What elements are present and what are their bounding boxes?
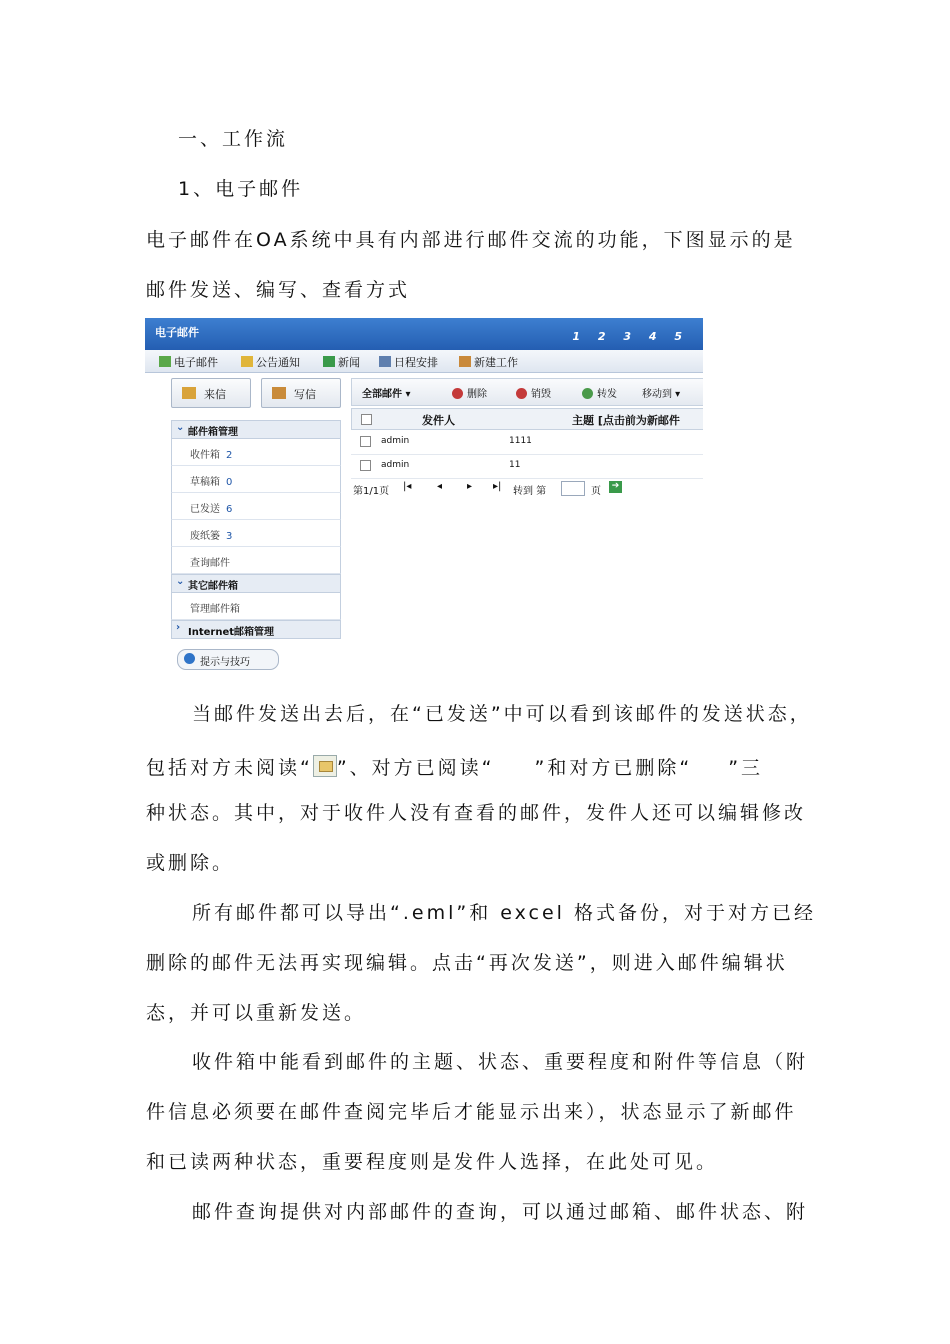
- col-sender[interactable]: 发件人: [422, 414, 455, 427]
- mail-list: [351, 378, 703, 498]
- intro-line-2: 邮件发送、编写、查看方式: [146, 279, 411, 301]
- para1-line-1: 当邮件发送出去后，在“已发送”中可以看到该邮件的发送状态，: [192, 703, 812, 725]
- prev-page-icon[interactable]: ◂: [437, 481, 443, 492]
- first-page-icon[interactable]: |◂: [403, 481, 412, 492]
- para2-line-1: 所有邮件都可以导出“.eml”和 excel 格式备份，对于对方已经: [192, 902, 816, 924]
- col-subject[interactable]: 主题 [点击前为新邮件: [572, 414, 680, 427]
- para1-line-2: 包括对方未阅读“ ”、对方已阅读“ ”和对方已删除“ ”三: [146, 757, 764, 779]
- goto-label: 转到 第: [513, 486, 547, 497]
- folder-inbox[interactable]: 收件箱 2: [171, 439, 341, 466]
- destroy-button[interactable]: 销毁: [516, 385, 551, 400]
- folder-drafts[interactable]: 草稿箱 0: [171, 466, 341, 493]
- para1-line-4: 或删除。: [146, 852, 235, 874]
- next-page-icon[interactable]: ▸: [467, 481, 473, 492]
- inbox-icon: [182, 387, 196, 399]
- page-input[interactable]: [561, 481, 585, 496]
- table-row[interactable]: admin 11: [351, 454, 703, 479]
- delete-icon: [452, 388, 463, 399]
- notice-icon: [241, 356, 253, 367]
- table-header: [351, 408, 703, 430]
- folder-sent[interactable]: 已发送 6: [171, 493, 341, 520]
- para2-line-2: 删除的邮件无法再实现编辑。点击“再次发送”，则进入邮件编辑状: [146, 952, 788, 974]
- mail-toolbar: [351, 378, 703, 406]
- forward-icon: [582, 388, 593, 399]
- unread-mail-icon: [313, 755, 337, 777]
- destroy-icon: [516, 388, 527, 399]
- email-screenshot: [145, 318, 703, 684]
- delete-button[interactable]: 删除: [452, 385, 487, 400]
- folder-search[interactable]: 查询邮件: [171, 547, 341, 574]
- intro-line-1: 电子邮件在OA系统中具有内部进行邮件交流的功能，下图显示的是: [146, 229, 796, 251]
- page-unit: 页: [591, 486, 601, 497]
- write-button[interactable]: 写信: [261, 378, 341, 408]
- nav-new-work[interactable]: 新建工作: [459, 354, 518, 370]
- select-all-checkbox[interactable]: [361, 414, 372, 425]
- chevron-down-icon: ⌄: [176, 422, 185, 433]
- tips-button[interactable]: 提示与技巧: [177, 649, 279, 670]
- chevron-right-icon: ›: [176, 622, 181, 633]
- chevron-down-icon: ⌄: [176, 576, 185, 587]
- nav-email[interactable]: 电子邮件: [159, 354, 218, 370]
- para2-line-3: 态，并可以重新发送。: [146, 1002, 367, 1024]
- receive-button[interactable]: 来信: [171, 378, 251, 408]
- folder-trash[interactable]: 废纸篓 3: [171, 520, 341, 547]
- move-to-dropdown[interactable]: 移动到 ▾: [642, 389, 681, 400]
- nav-news[interactable]: 新闻: [323, 354, 360, 370]
- para4-line-1: 邮件查询提供对内部邮件的查询，可以通过邮箱、邮件状态、附: [192, 1201, 809, 1223]
- nav-bar: [145, 350, 703, 373]
- forward-button[interactable]: 转发: [582, 385, 617, 400]
- para3-line-1: 收件箱中能看到邮件的主题、状态、重要程度和附件等信息（附: [192, 1051, 809, 1073]
- section-other[interactable]: ⌄ 其它邮件箱: [171, 574, 341, 593]
- last-page-icon[interactable]: ▸|: [493, 481, 502, 492]
- window-title: 电子邮件: [155, 326, 199, 339]
- table-row[interactable]: admin 1111: [351, 430, 703, 455]
- page-info: 第1/1页: [353, 486, 390, 497]
- para1-line-3: 种状态。其中，对于收件人没有查看的邮件，发件人还可以编辑修改: [146, 802, 807, 824]
- nav-notice[interactable]: 公告通知: [241, 354, 300, 370]
- go-arrow-icon[interactable]: ➔: [609, 481, 622, 493]
- manage-mailbox[interactable]: 管理邮件箱: [171, 593, 341, 620]
- section-mailbox[interactable]: ⌄ 邮件箱管理: [171, 420, 341, 439]
- calendar-icon: [379, 356, 391, 367]
- row-checkbox[interactable]: [360, 460, 371, 471]
- tips-icon: [184, 653, 195, 664]
- email-icon: [159, 356, 171, 367]
- star-icon: [323, 356, 335, 367]
- page-numbers[interactable]: 1 2 3 4 5: [572, 330, 689, 343]
- heading-email: 1、电子邮件: [178, 178, 304, 200]
- pager: [351, 480, 703, 498]
- all-mail-dropdown[interactable]: 全部邮件 ▾: [362, 389, 411, 400]
- row-checkbox[interactable]: [360, 436, 371, 447]
- window-titlebar: [145, 318, 703, 350]
- para3-line-3: 和已读两种状态，重要程度则是发件人选择，在此处可见。: [146, 1151, 719, 1173]
- nav-schedule[interactable]: 日程安排: [379, 354, 438, 370]
- new-work-icon: [459, 356, 471, 367]
- section-internet[interactable]: › Internet邮箱管理: [171, 620, 341, 639]
- pencil-icon: [272, 387, 286, 399]
- para3-line-2: 件信息必须要在邮件查阅完毕后才能显示出来），状态显示了新邮件: [146, 1101, 797, 1123]
- heading-workflow: 一、工作流: [178, 128, 289, 150]
